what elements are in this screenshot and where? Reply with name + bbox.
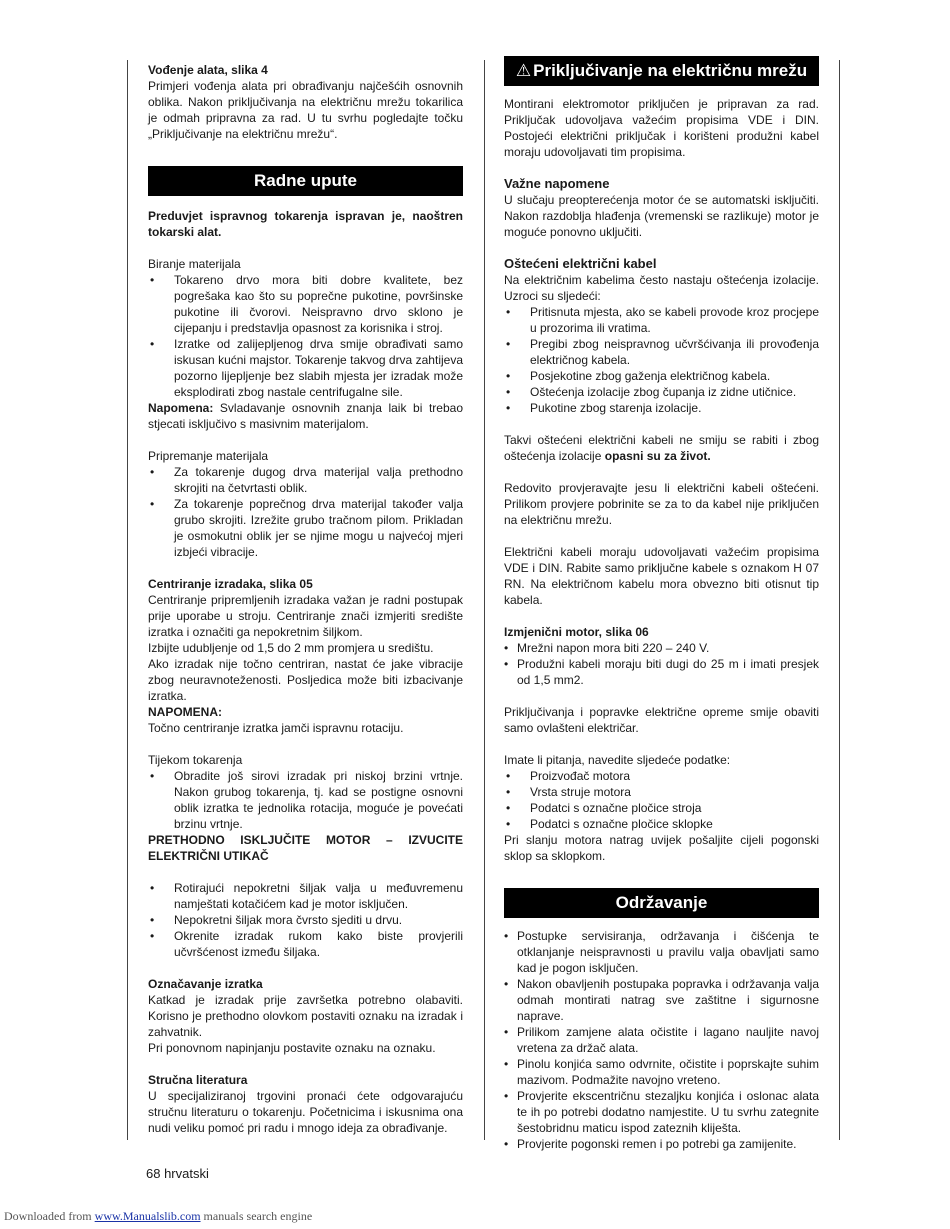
questions-list xyxy=(504,768,819,832)
left-margin-rule xyxy=(127,60,128,1140)
download-suffix: manuals search engine xyxy=(200,1209,313,1223)
cable-check-text: Redovito provjeravajte jesu li električni kabeli oštećeni. Prilikom provjere pobrinite se za to da kabel nije priključen na električnu mrežu. xyxy=(504,481,819,527)
maintenance-list xyxy=(504,928,819,1152)
list-item: • Okrenite izradak rukom kako biste provjerili učvršćenost između šiljaka. xyxy=(148,928,463,960)
list-item: • Pinolu konjića samo odvrnite, očistite i poprskajte suhim mazivom. Podmažite navojno vreteno. xyxy=(504,1056,819,1088)
list-item: • Posjekotine zbog gaženja električnog kabela. xyxy=(504,368,819,384)
cable-standard-text: Električni kabeli moraju udovoljavati važećim propisima VDE i DIN. Rabite samo priključne kabele s oznakom H 07 RN. Na električnom kabelu mora obvezno biti otisnut tip kabela. xyxy=(504,545,819,607)
ac-motor-heading: Izmjenični motor, slika 06 xyxy=(504,625,649,639)
damaged-cable-text: Na električnim kabelima često nastaju oštećenja izolacije. Uzroci su sljedeći: xyxy=(504,273,819,303)
centering-text-2: Izbijte udubljenje od 1,5 do 2 mm promjera u središtu. xyxy=(148,641,434,655)
left-column xyxy=(148,62,463,1136)
literature-heading: Stručna literatura xyxy=(148,1073,248,1087)
during-turning-list xyxy=(148,768,463,832)
maintenance-bar: Održavanje xyxy=(504,888,819,918)
list-item: • Za tokarenje dugog drva materijal valja prethodno skrojiti na četvrtasti oblik. xyxy=(148,464,463,496)
material-prep-heading: Pripremanje materijala xyxy=(148,449,269,463)
list-item: • Provjerite ekscentričnu stezaljku konjića i oslonac alata te ih po potrebi dodatno namjestite. U tu svrhu zategnite šestobridnu maticu ispod zateznih kliješta. xyxy=(504,1088,819,1136)
important-notes-heading: Važne napomene xyxy=(504,176,610,191)
page-number: 68 hrvatski xyxy=(146,1166,209,1181)
return-motor-text: Pri slanju motora natrag uvijek pošaljite cijeli pogonski sklop sa sklopkom. xyxy=(504,833,819,863)
list-item: • Izratke od zalijepljenog drva smije obrađivati samo iskusan kućni majstor. Tokarenje takvog drva zahtijeva pozorno lijepljenje bez slabih mjesta jer izradak može eksplodirati zbog nastale centrifugalne sile. xyxy=(148,336,463,400)
centering-note-text: Točno centriranje izratka jamči ispravnu rotaciju. xyxy=(148,721,404,735)
work-instructions-bar: Radne upute xyxy=(148,166,463,196)
marking-text-2: Pri ponovnom napinjanju postavite oznaku na oznaku. xyxy=(148,1041,436,1055)
note-label: Napomena: xyxy=(148,401,214,415)
list-item: • Vrsta struje motora xyxy=(504,784,819,800)
column-divider-rule xyxy=(484,60,485,1140)
marking-text-1: Katkad je izradak prije završetka potrebno olabaviti. Korisno je prethodno olovkom postaviti oznaku na izradak i zahvatnik. xyxy=(148,993,463,1039)
tool-guide-text: Primjeri vođenja alata pri obrađivanju najčešćih osnovnih oblika. Nakon priključivanja na električnu mrežu tokarilica je odmah pripravna za rad. U tu svrhu pogledajte točku „Priključivanje na električnu mrežu“. xyxy=(148,79,463,141)
list-item: • Obradite još sirovi izradak pri niskoj brzini vrtnje. Nakon grubog tokarenja, tj. kad se postigne osnovni oblik izratka te jednolika rotacija, moguće je povećati brzinu vrtnje. xyxy=(148,768,463,832)
material-selection-list xyxy=(148,272,463,400)
questions-text: Imate li pitanja, navedite sljedeće podatke: xyxy=(504,753,731,767)
list-item: • Nakon obavljenih postupaka popravka i održavanja valja odmah montirati natrag sve zaštitne i sigurnosne naprave. xyxy=(504,976,819,1024)
during-turning-heading: Tijekom tokarenja xyxy=(148,753,243,767)
ac-motor-list xyxy=(504,640,819,688)
list-item: • Mrežni napon mora biti 220 – 240 V. xyxy=(504,640,819,656)
during-turning-list-2 xyxy=(148,880,463,960)
list-item: • Oštećenja izolacije zbog čupanja iz zidne utičnice. xyxy=(504,384,819,400)
centering-text-1: Centriranje pripremljenih izradaka važan je radni postupak prije uporabe u stroju. Centriranje znači izmjeriti središte izratka i označiti ga nepokretnim šiljkom. xyxy=(148,593,463,639)
motor-off-warning: PRETHODNO ISKLJUČITE MOTOR – IZVUCITE ELEKTRIČNI UTIKAČ xyxy=(148,833,463,863)
damaged-cable-list xyxy=(504,304,819,416)
material-prep-list xyxy=(148,464,463,560)
list-item: • Prilikom zamjene alata očistite i lagano nauljite navoj vretena za držač alata. xyxy=(504,1024,819,1056)
list-item: • Postupke servisiranja, održavanja i čišćenja te otklanjanje neispravnosti u pravilu valja obavljati samo kad je pogon isključen. xyxy=(504,928,819,976)
centering-heading: Centriranje izradaka, slika 05 xyxy=(148,577,313,591)
list-item: • Podatci s označne pločice stroja xyxy=(504,800,819,816)
warning-triangle-icon: ⚠ xyxy=(515,61,532,80)
literature-text: U specijaliziranoj trgovini pronaći ćete odgovarajuću stručnu literaturu o tokarenju. Početnicima i iskusnima ona nudi veliku pomoć pri radu i mnogo ideja za obrađivanje. xyxy=(148,1089,463,1135)
list-item: • Pregibi zbog neispravnog učvršćivanja ili provođenja električnog kabela. xyxy=(504,336,819,368)
cable-danger-text: Takvi oštećeni električni kabeli ne smiju se rabiti i zbog oštećenja izolacije xyxy=(504,433,819,463)
download-prefix: Downloaded from xyxy=(4,1209,95,1223)
list-item: • Za tokarenje poprečnog drva materijal također valja grubo skrojiti. Izrežite grubo tračnom pilom. Prikladan je osmokutni oblik jer se njime mogu u najvećoj mjeri izbjeći vibracije. xyxy=(148,496,463,560)
power-connection-bar xyxy=(504,56,819,86)
list-item: • Provjerite pogonski remen i po potrebi ga zamijenite. xyxy=(504,1136,819,1152)
list-item: • Nepokretni šiljak mora čvrsto sjediti u drvu. xyxy=(148,912,463,928)
damaged-cable-heading: Oštećeni električni kabel xyxy=(504,256,657,271)
download-footer xyxy=(4,1208,312,1224)
centering-note-label: NAPOMENA: xyxy=(148,705,222,719)
list-item: • Pukotine zbog starenja izolacije. xyxy=(504,400,819,416)
power-connection-title: Priključivanje na električnu mrežu xyxy=(533,61,808,80)
list-item: • Podatci s označne pločice sklopke xyxy=(504,816,819,832)
note-paragraph xyxy=(148,400,463,432)
centering-text-3: Ako izradak nije točno centriran, nastat će jake vibracije zbog neuravnoteženosti. Posljedica može biti izbacivanje izratka. xyxy=(148,657,463,703)
right-column xyxy=(504,56,819,1152)
list-item: • Proizvođač motora xyxy=(504,768,819,784)
material-selection-heading: Biranje materijala xyxy=(148,257,241,271)
list-item: • Rotirajući nepokretni šiljak valja u međuvremenu namještati kotačićem kad je motor isključen. xyxy=(148,880,463,912)
list-item: • Produžni kabeli moraju biti dugi do 25 m i imati presjek od 1,5 mm2. xyxy=(504,656,819,688)
electrician-text: Priključivanja i popravke električne opreme smije obaviti samo ovlašteni električar. xyxy=(504,705,819,735)
cable-danger-paragraph xyxy=(504,432,819,464)
important-notes-text: U slučaju preopterećenja motor će se automatski isključiti. Nakon razdoblja hlađenja (vremenski se razlikuje) motor je moguće ponovno uključiti. xyxy=(504,193,819,239)
power-connection-text: Montirani elektromotor priključen je pripravan za rad. Priključak udovoljava važećim propisima VDE i DIN. Postojeći električni priključak i korišteni produžni kabel moraju udovoljavati tim propisima. xyxy=(504,97,819,159)
list-item: • Tokareno drvo mora biti dobre kvalitete, bez pogrešaka kao što su poprečne pukotine, površinske pukotine ili čvorovi. Neispravno drvo sklono je cijepanju i predstavlja opasnost za korisnika i stroj. xyxy=(148,272,463,336)
note-text: Svladavanje osnovnih znanja laik bi trebao stjecati isključivo s masivnim materijalom. xyxy=(148,401,463,431)
marking-heading: Označavanje izratka xyxy=(148,977,263,991)
tool-guide-heading: Vođenje alata, slika 4 xyxy=(148,63,268,77)
manualslib-link[interactable]: www.Manualslib.com xyxy=(94,1209,201,1223)
intro-text: Preduvjet ispravnog tokarenja ispravan je, naoštren tokarski alat. xyxy=(148,209,463,239)
right-margin-rule xyxy=(839,60,840,1140)
list-item: • Pritisnuta mjesta, ako se kabeli provode kroz procjepe u prozorima ili vratima. xyxy=(504,304,819,336)
cable-danger-emphasis: opasni su za život. xyxy=(604,449,711,463)
